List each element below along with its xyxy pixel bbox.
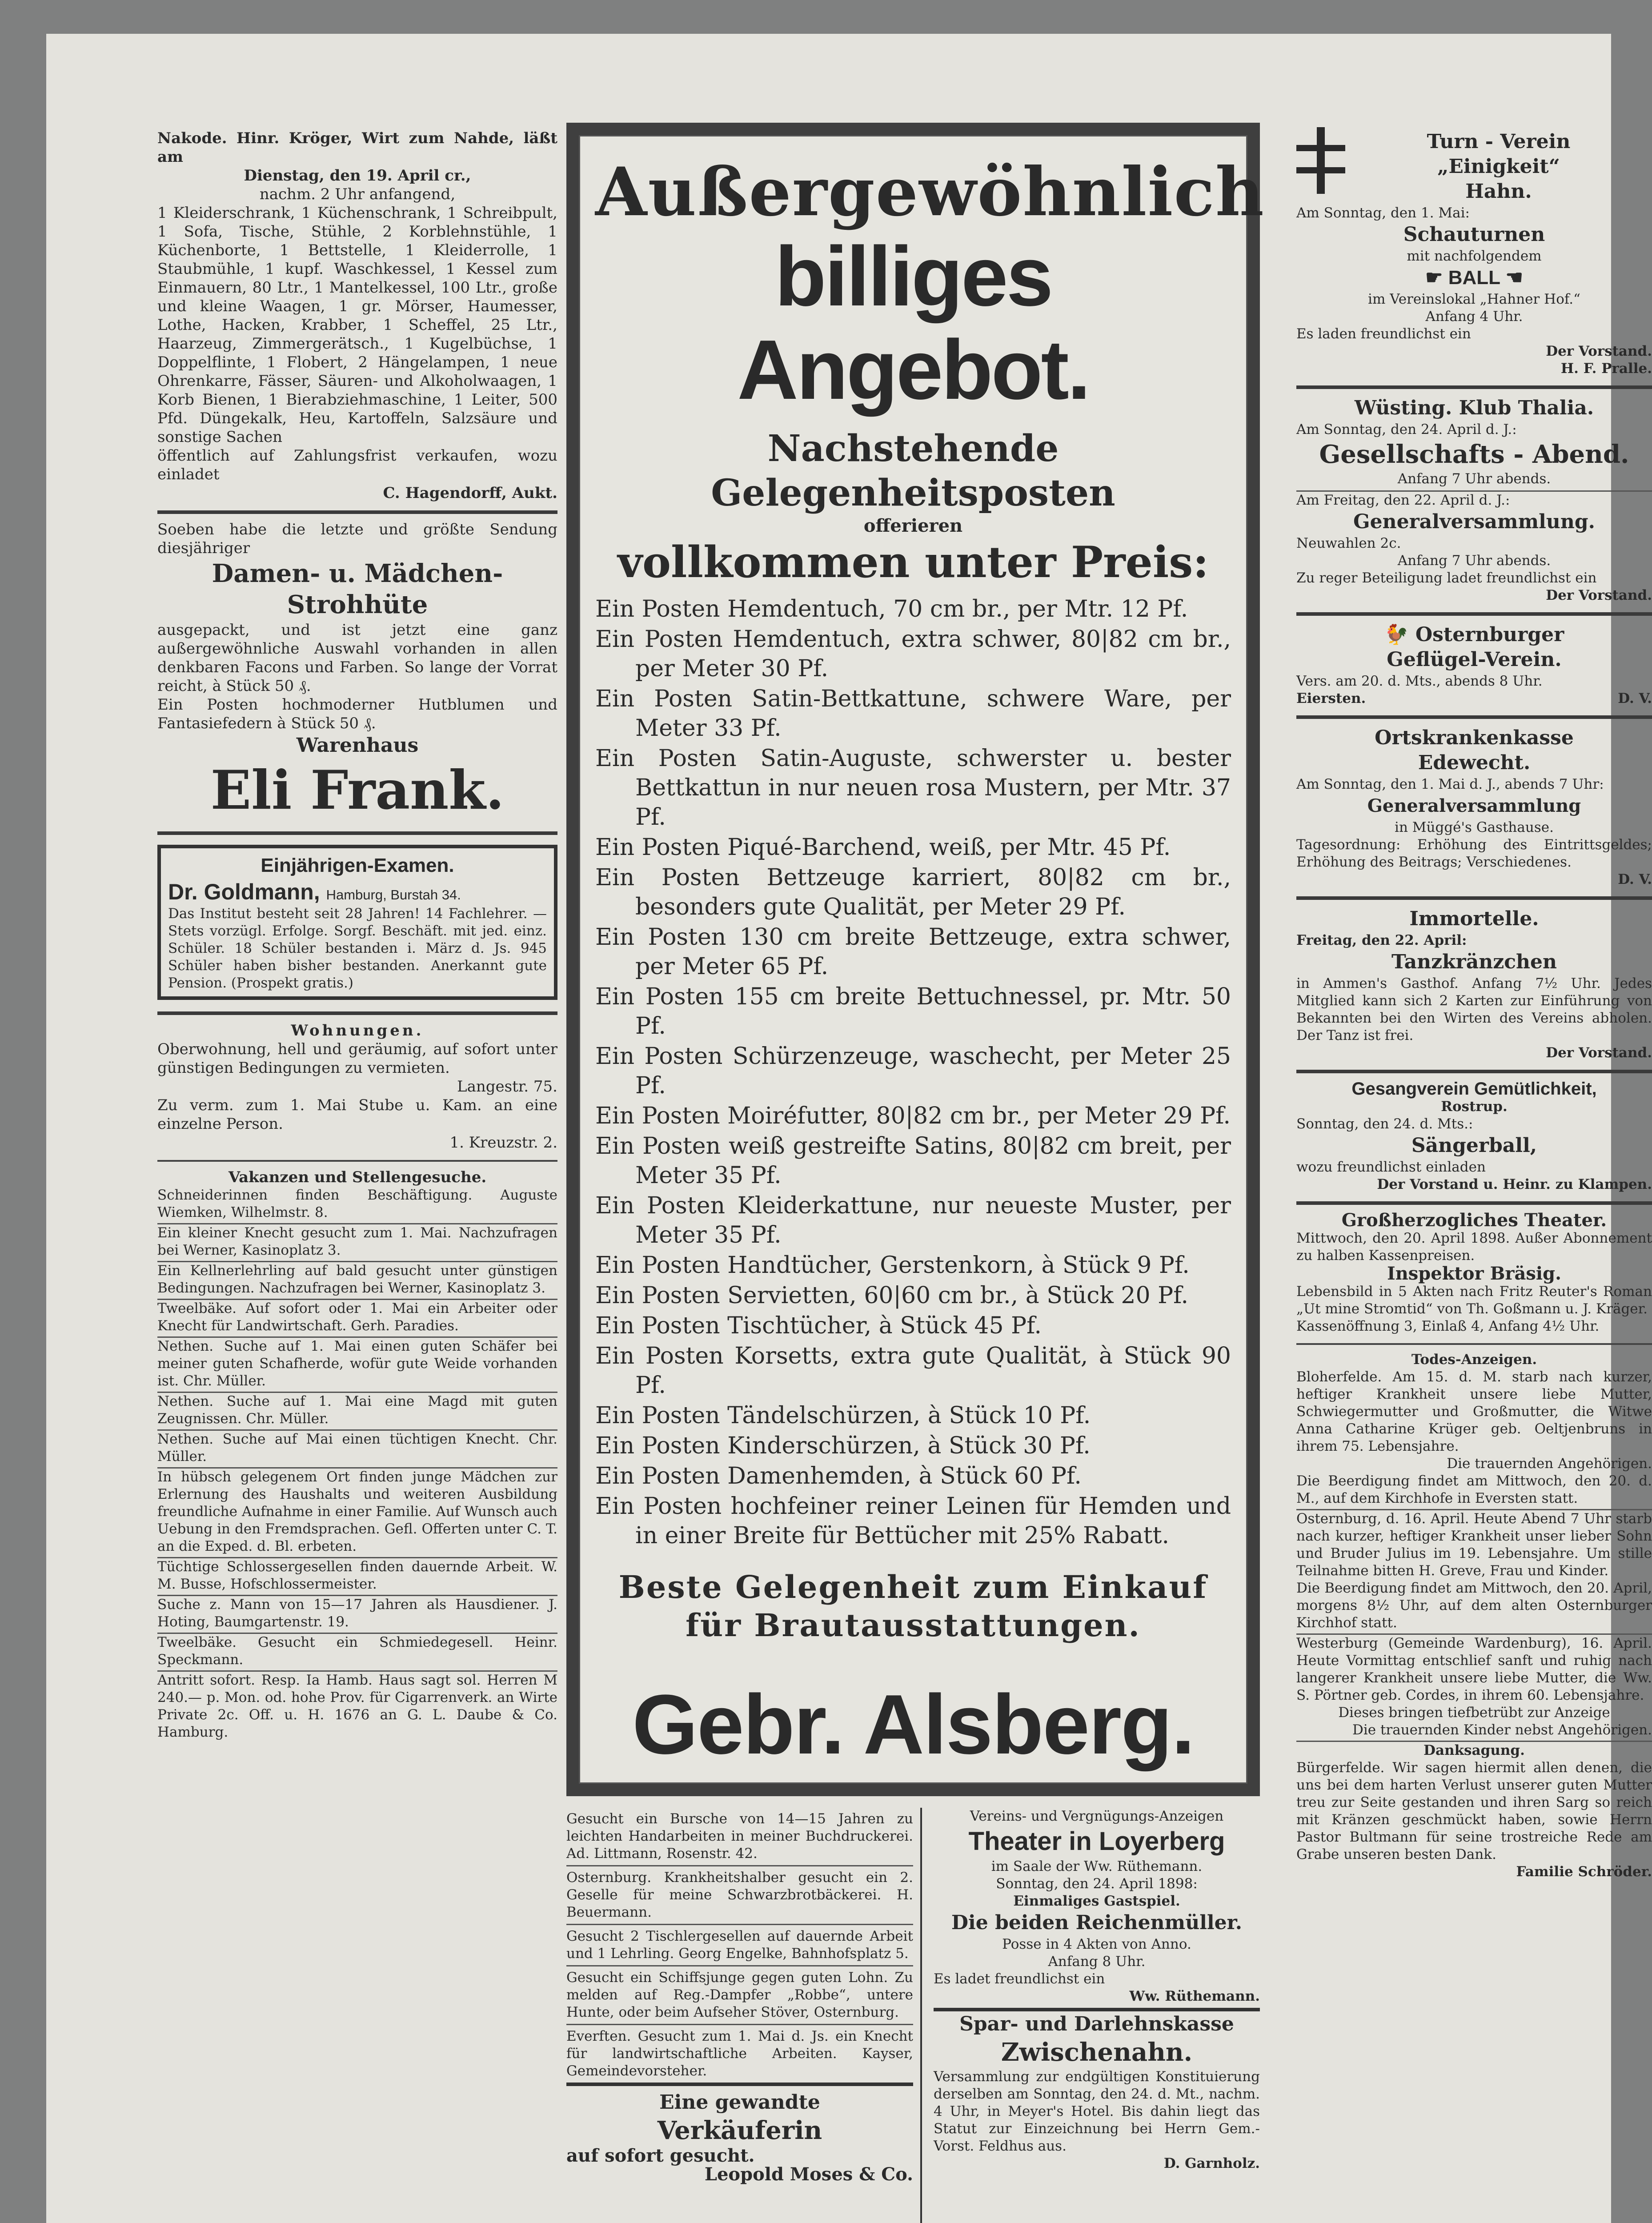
alsberg-ad-frame bbox=[566, 123, 1265, 1796]
bank-sign: D. Garnholz. bbox=[1163, 2155, 1260, 2171]
dank-sign: Familie Schröder. bbox=[1516, 1864, 1652, 1880]
offer-item: Ein Posten hochfeiner reiner Leinen für Hemden und in einer Breite für Bettücher mit 25% Rabatt. bbox=[595, 1493, 1231, 1549]
gefl-title: Osternburger bbox=[1415, 623, 1564, 646]
imm-title: Immortelle. bbox=[1409, 907, 1539, 930]
turn-invite: Es laden freundlichst ein bbox=[1296, 326, 1471, 342]
tod-1: Bloherfelde. Am 15. d. M. starb nach kurzer, heftiger Krankheit unsere liebe Mutter, Schwiegermutter und Großmutter, die Witwe Anna Catharine Krüger geb. Oeltjenbruns in ihrem 75. Lebensjahre. bbox=[1296, 1369, 1652, 1454]
turn-title: Turn - Verein bbox=[1427, 130, 1571, 153]
immortelle-ad bbox=[1296, 900, 1652, 1073]
seller-body: auf sofort gesucht. bbox=[566, 2145, 755, 2166]
tod-3-sign: Die trauernden Kinder nebst Angehörigen. bbox=[1296, 1721, 1652, 1742]
newspaper-page bbox=[46, 34, 1652, 2223]
turn-date: Am Sonntag, den 1. Mai: bbox=[1296, 205, 1470, 221]
wohnungen-section bbox=[157, 1015, 557, 1162]
kk-title-2: Edewecht. bbox=[1418, 751, 1531, 774]
theater-date: Sonntag, den 24. April 1898: bbox=[996, 1876, 1198, 1892]
offer-item: Ein Posten Tischtücher, à Stück 45 Pf. bbox=[595, 1312, 1042, 1339]
kk-title: Ortskrankenkasse bbox=[1375, 726, 1574, 749]
tod-2-burial: Die Beerdigung findet am Mittwoch, den 20. April, morgens 8½ Uhr, auf dem alten Osternburger Kirchhof statt. bbox=[1296, 1580, 1652, 1635]
thalia-date: Am Sonntag, den 24. April d. J.: bbox=[1296, 421, 1517, 437]
hats-ad bbox=[157, 514, 557, 835]
theater-sign: Ww. Rüthemann. bbox=[934, 1988, 1260, 2011]
auction-date: Dienstag, den 19. April cr., bbox=[244, 167, 471, 185]
theater-title: Theater in Loyerberg bbox=[968, 1827, 1225, 1856]
offer-item: Ein Posten Hemdentuch, 70 cm br., per Mtr. 12 Pf. bbox=[595, 596, 1188, 622]
turn-place: Hahn. bbox=[1465, 180, 1532, 203]
vakanz-item: Antritt sofort. Resp. Ia Hamb. Haus sagt sol. Herren M 240.— p. Mon. od. hohe Prov. für Cigarrenverk. an Wirte Private 2c. Off. u. H. 1676 an G. L. Daube & Co. Hamburg. bbox=[157, 1672, 557, 1740]
offer-item: Ein Posten Kleiderkattune, nur neueste Muster, per Meter 35 Pf. bbox=[595, 1192, 1231, 1248]
seller-title-2: Verkäuferin bbox=[657, 2116, 822, 2145]
turn-start: Anfang 4 Uhr. bbox=[1425, 309, 1523, 325]
vakanz-item: Nethen. Suche auf Mai einen tüchtigen Knecht. Chr. Müller. bbox=[157, 1431, 557, 1469]
gefl-title-2: Geflügel-Verein. bbox=[1387, 648, 1562, 671]
hats-title-2: Strohhüte bbox=[287, 590, 428, 619]
imm-date: Freitag, den 22. April: bbox=[1296, 932, 1467, 948]
exam-place: Hamburg, Burstah 34. bbox=[326, 887, 461, 903]
th-title: Großherzogliches Theater. bbox=[1341, 1210, 1607, 1231]
thalia-start: Anfang 7 Uhr abends. bbox=[1397, 471, 1551, 487]
turn-with: mit nachfolgendem bbox=[1407, 248, 1542, 264]
exam-box bbox=[157, 845, 557, 1000]
store-name: Eli Frank. bbox=[210, 759, 505, 822]
rooster-icon: 🐓 bbox=[1384, 623, 1409, 646]
hats-title: Damen- u. Mädchen- bbox=[212, 559, 503, 588]
ad-subtitle: Nachstehende Gelegenheitsposten bbox=[711, 427, 1115, 514]
alsberg-ad bbox=[579, 135, 1265, 1784]
turn-sign-2: H. F. Pralle. bbox=[1560, 361, 1652, 377]
theater-where: im Saale der Ww. Rüthemann. bbox=[991, 1858, 1203, 1874]
vakanz-item: Ein Kellnerlehrling auf bald gesucht unter günstigen Bedingungen. Nachzufragen bei Werner, Kasinoplatz 3. bbox=[157, 1262, 557, 1300]
offer-item: Ein Posten Korsetts, extra gute Qualität, à Stück 90 Pf. bbox=[595, 1343, 1231, 1399]
events-heading: Vereins- und Vergnügungs-Anzeigen bbox=[970, 1808, 1224, 1824]
vakanz-item: Ein kleiner Knecht gesucht zum 1. Mai. Nachzufragen bei Werner, Kasinoplatz 3. bbox=[157, 1224, 557, 1262]
vakanz-item: Tüchtige Schlossergesellen finden dauernde Arbeit. W. M. Busse, Hofschlossermeister. bbox=[157, 1558, 557, 1596]
offer-item: Ein Posten Satin-Auguste, schwerster u. bester Bettkattun in nur neuen rosa Mustern, per Mtr. 37 Pf. bbox=[595, 745, 1231, 831]
offer-item: Ein Posten 130 cm breite Bettzeuge, extra schwer, per Meter 65 Pf. bbox=[595, 924, 1231, 980]
imm-body: in Ammen's Gasthof. Anfang 7½ Uhr. Jedes Mitglied kann sich 2 Karten zur Einführung von Bekannten bei den Wirten des Vereins abholen. Der Tanz ist frei. bbox=[1296, 975, 1652, 1043]
turn-sign: Der Vorstand. bbox=[1546, 343, 1652, 359]
ad-offer-word: offerieren bbox=[863, 515, 963, 536]
theater-play: Die beiden Reichenmüller. bbox=[951, 1911, 1243, 1934]
wohnung-b: Zu verm. zum 1. Mai Stube u. Kam. an eine einzelne Person. bbox=[157, 1096, 557, 1133]
auction-time: nachm. 2 Uhr anfangend, bbox=[259, 185, 456, 203]
thalia-event: Gesellschafts - Abend. bbox=[1319, 440, 1629, 469]
seller-title: Eine gewandte bbox=[659, 2091, 820, 2114]
tod-3: Westerburg (Gemeinde Wardenburg), 16. April. Heute Vormittag entschlief sanft und ruhig nach langerer Krankheit unsere liebe Mutter, die Ww. S. Pörtner geb. Cordes, in ihrem 60. Lebensjahre. bbox=[1296, 1635, 1652, 1703]
kk-sign: D. V. bbox=[1618, 871, 1652, 887]
offer-item: Ein Posten Hemdentuch, extra schwer, 80|82 cm br., per Meter 30 Pf. bbox=[595, 626, 1231, 682]
pointing-hand-icon: ☛ bbox=[1425, 267, 1443, 289]
vakanz-item: Nethen. Suche auf 1. Mai einen guten Schäfer bei meiner guten Schafherde, wofür gute Weide vorhanden ist. Chr. Müller. bbox=[157, 1338, 557, 1393]
auction-notice bbox=[157, 123, 557, 514]
bank-title: Spar- und Darlehnskasse bbox=[959, 2013, 1234, 2035]
gem-date: Sonntag, den 24. d. Mts.: bbox=[1296, 1116, 1473, 1132]
kk-where: in Müggé's Gasthause. bbox=[1395, 819, 1554, 835]
middle-lower-left bbox=[566, 1808, 922, 2223]
vakanzen-section bbox=[157, 1162, 557, 1749]
gv-start: Anfang 7 Uhr abends. bbox=[1397, 553, 1551, 569]
vakanzen-title: Vakanzen und Stellengesuche. bbox=[228, 1168, 487, 1186]
gv-body: Neuwahlen 2c. bbox=[1296, 535, 1401, 551]
thalia-ad bbox=[1296, 389, 1652, 616]
tod-title: Todes-Anzeigen. bbox=[1411, 1352, 1537, 1368]
right-column bbox=[1296, 123, 1652, 1889]
job-ad: Gesucht ein Bursche von 14—15 Jahren zu leichten Handarbeiten in meiner Buchdruckerei. Ad. Littmann, Rosenstr. 42. bbox=[566, 1808, 913, 1866]
exam-title: Einjährigen-Examen. bbox=[261, 855, 454, 876]
imm-event: Tanzkränzchen bbox=[1391, 951, 1557, 973]
exam-body: Das Institut besteht seit 28 Jahren! 14 Fachlehrer. — Stets vorzügl. Erfolge. Sorgf. Beschäft. mit jed. einz. Schüler. 18 Schüler bestanden i. März d. Js. 945 Schüler haben bisher bestanden. Anerkannt gute Pension. (Prospekt gratis.) bbox=[168, 906, 547, 991]
store-label: Warenhaus bbox=[296, 734, 419, 757]
hats-extra: Ein Posten hochmoderner Hutblumen und Fantasiefedern à Stück 50 ₰. bbox=[157, 696, 557, 732]
todesanzeigen bbox=[1296, 1345, 1652, 1889]
imm-sign: Der Vorstand. bbox=[1546, 1045, 1652, 1061]
middle-lower-right bbox=[929, 1808, 1260, 2223]
job-ad: Gesucht 2 Tischlergesellen auf dauernde Arbeit und 1 Lehrling. Georg Engelke, Bahnhofsplatz 5. bbox=[566, 1925, 913, 1966]
hats-intro: Soeben habe die letzte und größte Sendung diesjähriger bbox=[157, 521, 557, 557]
auction-items: 1 Kleiderschrank, 1 Küchenschrank, 1 Schreibpult, 1 Sofa, Tische, Stühle, 2 Korblehnstühle, 1 Küchenborte, 1 Bettstelle, 1 Kleiderrolle, 1 Staubmühle, 1 kupf. Waschkessel, 1 Kessel zum Einmauern, 80 Ltr., 1 Mantelkessel, 100 Ltr., große und kleine Waagen, 1 gr. Mörser, Haumesser, Lothe, Hacken, Krabber, 1 Scheffel, 25 Ltr., Haarzeug, Zimmergerätsch., 1 Kugelbüchse, 1 Doppelflinte, 1 Flobert, 2 Hängelampen, 1 neue Ohrenkarre, Fässer, Säuren- und Alkoholwaagen, 1 Korb Bienen, 1 Bierabziehmaschine, 1 Leiter, 500 Pfd. Düngekalk, Heu, Kartoffeln, Salzsäure und sonstige Sachen bbox=[157, 204, 557, 446]
vakanz-item: Suche z. Mann von 15—17 Jahren als Hausdiener. J. Hoting, Baumgartenstr. 19. bbox=[157, 1596, 557, 1634]
gem-sign: Der Vorstand u. Heinr. zu Klampen. bbox=[1377, 1176, 1652, 1192]
offer-item: Ein Posten Bettzeuge karriert, 80|82 cm br., besonders gute Qualität, per Meter 29 Pf. bbox=[595, 864, 1231, 920]
ad-headline-2: billiges Angebot. bbox=[737, 229, 1089, 417]
offer-item: Ein Posten Moiréfutter, 80|82 cm br., per Meter 29 Pf. bbox=[595, 1103, 1231, 1129]
theater-invite: Es ladet freundlichst ein bbox=[934, 1971, 1105, 1987]
th-body: Mittwoch, den 20. April 1898. Außer Abonnement zu halben Kassenpreisen. bbox=[1296, 1230, 1652, 1264]
turn-where: im Vereinslokal „Hahner Hof.“ bbox=[1368, 291, 1580, 307]
vakanz-item: Schneiderinnen finden Beschäftigung. Auguste Wiemken, Wilhelmstr. 8. bbox=[157, 1187, 557, 1224]
dank-title: Danksagung. bbox=[1423, 1742, 1525, 1758]
job-ad: Gesucht ein Schiffsjunge gegen guten Lohn. Zu melden auf Reg.-Dampfer „Robbe“, untere Hunte, oder beim Aufseher Stöver, Osternburg. bbox=[566, 1966, 913, 2025]
kk-body: Tagesordnung: Erhöhung des Eintrittsgeldes; Erhöhung des Beitrags; Verschiedenes. bbox=[1296, 837, 1652, 870]
offer-item: Ein Posten Piqué-Barchend, weiß, per Mtr. 45 Pf. bbox=[595, 834, 1171, 861]
hats-body: ausgepackt, und ist jetzt eine ganz außergewöhnliche Auswahl vorhanden in allen denkbaren Facons und Farben. So lange der Vorrat reicht, à Stück 50 ₰. bbox=[157, 621, 557, 695]
turn-title-2: „Einigkeit“ bbox=[1437, 155, 1560, 178]
auction-closing: öffentlich auf Zahlungsfrist verkaufen, wozu einladet bbox=[157, 447, 557, 483]
vakanz-item: Tweelbäke. Auf sofort oder 1. Mai ein Arbeiter oder Knecht für Landwirtschaft. Gerh. Paradies. bbox=[157, 1300, 557, 1338]
bank-title-2: Zwischenahn. bbox=[1001, 2038, 1193, 2067]
gem-invite: wozu freundlichst einladen bbox=[1296, 1159, 1486, 1175]
offer-item: Ein Posten Satin-Bettkattune, schwere Ware, per Meter 33 Pf. bbox=[595, 686, 1231, 742]
vakanz-item: In hübsch gelegenem Ort finden junge Mädchen zur Erlernung des Haushalts und weiteren Ausbildung freundliche Aufnahme in einer Familie. Auf Wunsch auch Uebung in den Fremdsprachen. Gefl. Offerten unter C. T. an die Exped. d. Bl. erbeten. bbox=[157, 1469, 557, 1558]
gv-title: Generalversammlung. bbox=[1353, 510, 1595, 533]
gefl-body: Vers. am 20. d. Mts., abends 8 Uhr. bbox=[1296, 673, 1543, 689]
offer-list bbox=[595, 594, 1231, 1550]
tod-1-burial: Die Beerdigung findet am Mittwoch, den 20. d. M., auf dem Kirchhofe in Eversten statt. bbox=[1296, 1473, 1652, 1510]
left-column bbox=[157, 123, 557, 1749]
offer-item: Ein Posten Schürzenzeuge, waschecht, per Meter 25 Pf. bbox=[595, 1043, 1231, 1099]
theater-desc: Posse in 4 Akten von Anno. bbox=[1002, 1936, 1191, 1952]
gefl-place: Eiersten. bbox=[1296, 690, 1366, 706]
offer-item: Ein Posten Damenhemden, à Stück 60 Pf. bbox=[595, 1463, 1082, 1489]
pointing-hand-icon: ☚ bbox=[1505, 267, 1523, 289]
gemuetlichkeit-ad bbox=[1296, 1073, 1652, 1205]
ad-headline-1: Außergewöhnlich bbox=[595, 153, 1265, 231]
th-event: Inspektor Bräsig. bbox=[1387, 1263, 1561, 1284]
gem-event: Sängerball, bbox=[1411, 1134, 1537, 1157]
offer-item: Ein Posten Servietten, 60|60 cm br., à Stück 20 Pf. bbox=[595, 1282, 1188, 1309]
auctioneer-name: C. Hagendorff, Aukt. bbox=[383, 484, 557, 502]
auction-line: Nakode. Hinr. Kröger, Wirt zum Nahde, läßt am bbox=[157, 129, 557, 166]
turn-ball: BALL bbox=[1448, 267, 1500, 289]
turn-event: Schauturnen bbox=[1403, 223, 1545, 246]
bank-body: Versammlung zur endgültigen Konstituierung derselben am Sonntag, den 24. d. Mt., nachm. 4 Uhr, in Meyer's Hotel. Bis dahin liegt das Statut zur Einzeichnung bei Herrn Gem.-Vorst. Feldhus aus. bbox=[934, 2069, 1260, 2154]
th-body-2: Lebensbild in 5 Akten nach Fritz Reuter's Roman „Ut mine Stromtid“ von Th. Goßmann u. J. Kräger. bbox=[1296, 1284, 1652, 1317]
offer-item: Ein Posten Kinderschürzen, à Stück 30 Pf. bbox=[595, 1433, 1091, 1459]
offer-item: Ein Posten Tändelschürzen, à Stück 10 Pf. bbox=[595, 1402, 1091, 1429]
gem-place: Rostrup. bbox=[1441, 1099, 1508, 1115]
gefluegel-ad bbox=[1296, 616, 1652, 719]
offer-item: Ein Posten 155 cm breite Bettuchnessel, pr. Mtr. 50 Pf. bbox=[595, 983, 1231, 1039]
dank-body: Bürgerfelde. Wir sagen hiermit allen denen, die uns bei dem harten Verlust unserer guten Mutter treu zur Seite gestanden und ihren Sarg so reich mit Kränzen geschmückt haben, sowie Herrn Pastor Bultmann für seine trostreiche Rede am Grabe unseren besten Dank. bbox=[1296, 1760, 1652, 1862]
tod-2: Osternburg, d. 16. April. Heute Abend 7 Uhr starb nach kurzer, heftiger Krankheit unser lieber Sohn und Bruder Julius im 19. Lebensjahre. Um stille Teilnahme bitten H. Greve, Frau und Kinder. bbox=[1296, 1511, 1652, 1579]
wohnung-a-address: Langestr. 75. bbox=[457, 1078, 557, 1095]
th-body-3: Kassenöffnung 3, Einlaß 4, Anfang 4½ Uhr. bbox=[1296, 1318, 1600, 1334]
wohnung-b-address: 1. Kreuzstr. 2. bbox=[449, 1134, 557, 1152]
job-ad: Osternburg. Krankheitshalber gesucht ein 2. Geselle für meine Schwarzbrotbäckerei. H. Beuermann. bbox=[566, 1866, 913, 1925]
kk-date: Am Sonntag, den 1. Mai d. J., abends 7 Uhr: bbox=[1296, 776, 1604, 792]
kk-event: Generalversammlung bbox=[1367, 795, 1581, 816]
ad-subtitle-2: vollkommen unter Preis: bbox=[617, 537, 1209, 587]
ad-offer-line: Beste Gelegenheit zum Einkauf für Brautausstattungen. bbox=[618, 1569, 1208, 1644]
krankenkasse-ad bbox=[1296, 719, 1652, 900]
thalia-title: Wüsting. Klub Thalia. bbox=[1354, 397, 1594, 419]
gv-sign: Der Vorstand. bbox=[1546, 587, 1652, 603]
vakanz-item: Nethen. Suche auf 1. Mai eine Magd mit guten Zeugnissen. Chr. Müller. bbox=[157, 1393, 557, 1431]
theater-time: Anfang 8 Uhr. bbox=[1048, 1954, 1146, 1970]
wohnung-a: Oberwohnung, hell und geräumig, auf sofort unter günstigen Bedingungen zu vermieten. bbox=[157, 1040, 557, 1077]
exam-ad bbox=[157, 835, 557, 1015]
firm-name: Gebr. Alsberg. bbox=[632, 1677, 1194, 1772]
offer-item: Ein Posten weiß gestreifte Satins, 80|82 cm breit, per Meter 35 Pf. bbox=[595, 1133, 1231, 1189]
middle-lower-section bbox=[566, 1808, 1260, 2223]
turner-cross-icon bbox=[1296, 127, 1345, 194]
wohnungen-title: Wohnungen. bbox=[291, 1022, 424, 1039]
gefl-sign: D. V. bbox=[1618, 690, 1652, 706]
tod-1-sign: Die trauernden Angehörigen. bbox=[1447, 1456, 1652, 1472]
theater-once: Einmaliges Gastspiel. bbox=[1013, 1893, 1180, 1909]
gem-title: Gesangverein Gemütlichkeit, bbox=[1351, 1079, 1597, 1099]
offer-item: Ein Posten Handtücher, Gerstenkorn, à Stück 9 Pf. bbox=[595, 1252, 1190, 1279]
vakanz-item: Tweelbäke. Gesucht ein Schmiedegesell. Heinr. Speckmann. bbox=[157, 1634, 557, 1672]
hoftheater-ad bbox=[1296, 1205, 1652, 1345]
job-ad: Everften. Gesucht zum 1. Mai d. Js. ein Knecht für landwirtschaftliche Arbeiten. Kayser, Gemeindevorsteher. bbox=[566, 2025, 913, 2086]
seller-sign: Leopold Moses & Co. bbox=[704, 2164, 913, 2185]
gv-date: Am Freitag, den 22. April d. J.: bbox=[1296, 490, 1652, 509]
tod-3-note: Dieses bringen tiefbetrübt zur Anzeige bbox=[1338, 1705, 1610, 1721]
turnverein-ad bbox=[1296, 123, 1652, 389]
gv-invite: Zu reger Beteiligung ladet freundlichst ein bbox=[1296, 570, 1597, 586]
exam-teacher: Dr. Goldmann, bbox=[168, 879, 320, 904]
